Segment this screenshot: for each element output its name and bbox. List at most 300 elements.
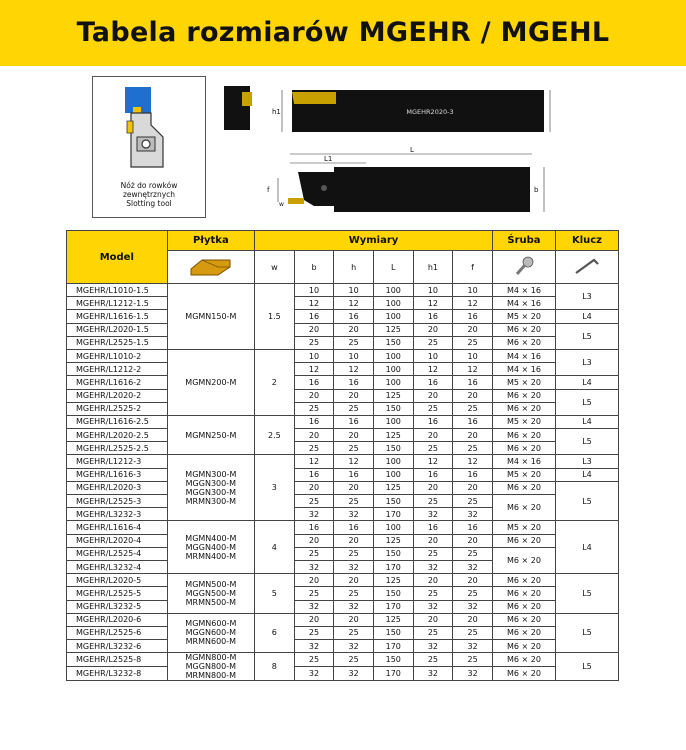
f-cell: 25 [453,495,493,508]
w-cell: 4 [255,521,295,574]
insert-header: Płytka [167,231,254,251]
h-cell: 32 [334,600,374,613]
screw-cell: M6 × 20 [492,336,555,349]
screw-cell: M4 × 16 [492,363,555,376]
table-row [67,297,619,310]
f-cell: 25 [453,626,493,639]
key-cell: L5 [555,481,618,521]
b-cell: 25 [294,653,334,667]
table-row [67,613,619,626]
h-cell: 20 [334,323,374,336]
table-row [67,284,619,297]
h-cell: 25 [334,442,374,455]
table-row [67,310,619,323]
b-cell: 25 [294,626,334,639]
table-row [67,376,619,389]
L-cell: 100 [373,468,413,481]
h1-cell: 20 [413,389,453,402]
insert-code: MGMN600-M [185,619,237,629]
b-cell: 25 [294,336,334,349]
model-cell: MGEHR/L3232-5 [67,600,168,613]
table-row [67,640,619,653]
insert-code: MRMN400-M [185,551,237,561]
model-cell: MGEHR/L3232-6 [67,640,168,653]
screw-cell: M6 × 20 [492,653,555,667]
screw-cell: M6 × 20 [492,626,555,639]
b-cell: 10 [294,284,334,297]
table-row [67,495,619,508]
L-cell: 100 [373,363,413,376]
h-cell: 25 [334,547,374,560]
screw-cell: M6 × 20 [492,495,555,521]
tool-top-view [298,167,530,212]
model-cell: MGEHR/L2525-3 [67,495,168,508]
dimensions-header: Wymiary [255,231,493,251]
table-row [67,547,619,560]
screw-cell: M6 × 20 [492,574,555,587]
L-cell: 100 [373,284,413,297]
subheader-w: w [255,251,295,284]
caption-line: Slotting tool [126,199,172,208]
b-cell: 12 [294,297,334,310]
h-cell: 16 [334,376,374,389]
L-cell: 150 [373,495,413,508]
b-cell: 16 [294,521,334,534]
b-cell: 32 [294,560,334,573]
f-cell: 25 [453,547,493,560]
model-cell: MGEHR/L2020-5 [67,574,168,587]
table-row [67,323,619,336]
f-cell: 16 [453,468,493,481]
screw-cell: M5 × 20 [492,468,555,481]
h-cell: 25 [334,626,374,639]
L-cell: 170 [373,667,413,681]
f-cell: 20 [453,389,493,402]
f-cell: 32 [453,640,493,653]
L-cell: 100 [373,376,413,389]
h1-cell: 10 [413,284,453,297]
insert-cell [167,653,254,681]
model-cell: MGEHR/L1212-3 [67,455,168,468]
model-cell: MGEHR/L2525-1.5 [67,336,168,349]
dim-w: w [279,201,284,208]
model-header: Model [67,231,168,284]
h-cell: 20 [334,481,374,494]
h-cell: 32 [334,560,374,573]
model-cell: MGEHR/L3232-4 [67,560,168,573]
screw-cell: M5 × 20 [492,415,555,428]
h1-cell: 20 [413,534,453,547]
hex-key-icon [572,255,602,277]
table-row [67,336,619,349]
table-row [67,481,619,494]
f-cell: 25 [453,336,493,349]
h1-cell: 16 [413,376,453,389]
table-row [67,626,619,639]
table-row [67,667,619,681]
screw-cell: M6 × 20 [492,429,555,442]
screw-cell: M6 × 20 [492,481,555,494]
key-header: Klucz [555,231,618,251]
table-row [67,574,619,587]
f-cell: 20 [453,481,493,494]
f-cell: 25 [453,442,493,455]
insert-cell [167,521,254,574]
screw-cell: M6 × 20 [492,442,555,455]
table-row [67,415,619,428]
screw-cell: M6 × 20 [492,389,555,402]
b-cell: 16 [294,468,334,481]
key-cell: L5 [555,323,618,349]
insert-code: MGMN500-M [185,579,237,589]
slotting-tool-panel [92,76,206,218]
f-cell: 32 [453,560,493,573]
insert-icon [188,255,234,277]
L-cell: 100 [373,310,413,323]
insert-code: MGGN800-M [185,662,236,672]
w-cell: 8 [255,653,295,681]
model-cell: MGEHR/L2525-5 [67,587,168,600]
L-cell: 150 [373,442,413,455]
b-cell: 25 [294,442,334,455]
subheader-b: b [294,251,334,284]
table-row [67,468,619,481]
table-row [67,429,619,442]
b-cell: 32 [294,667,334,681]
f-cell: 16 [453,376,493,389]
L-cell: 170 [373,600,413,613]
insert-code: MGMN800-M [185,653,237,663]
dim-b: b [534,186,539,194]
insert-code: MGMN250-M [185,430,237,440]
insert-code: MGGN300-M [185,487,236,497]
model-cell: MGEHR/L2020-1.5 [67,323,168,336]
h-cell: 32 [334,667,374,681]
b-cell: 20 [294,574,334,587]
b-cell: 25 [294,547,334,560]
h1-cell: 32 [413,600,453,613]
h-cell: 16 [334,521,374,534]
screw-cell: M5 × 20 [492,310,555,323]
h1-cell: 25 [413,402,453,415]
model-cell: MGEHR/L1212-2 [67,363,168,376]
model-cell: MGEHR/L1010-1.5 [67,284,168,297]
subheader-f: f [453,251,493,284]
h1-cell: 25 [413,547,453,560]
slotting-tool-caption [93,181,205,208]
L-cell: 125 [373,613,413,626]
h1-cell: 10 [413,349,453,362]
f-cell: 25 [453,402,493,415]
h-cell: 25 [334,495,374,508]
f-cell: 20 [453,323,493,336]
model-cell: MGEHR/L2020-2.5 [67,429,168,442]
L-cell: 100 [373,521,413,534]
f-cell: 10 [453,349,493,362]
insert-code: MGMN300-M [185,469,237,479]
model-cell: MGEHR/L1212-1.5 [67,297,168,310]
screw-cell: M6 × 20 [492,323,555,336]
b-cell: 12 [294,455,334,468]
h1-cell: 16 [413,415,453,428]
L-cell: 170 [373,508,413,521]
screw-cell: M6 × 20 [492,613,555,626]
h1-cell: 25 [413,587,453,600]
L-cell: 100 [373,349,413,362]
w-cell: 2 [255,349,295,415]
slotting-tool-icon [93,77,205,181]
insert-cell [167,415,254,455]
b-cell: 20 [294,534,334,547]
f-cell: 12 [453,455,493,468]
h-cell: 25 [334,587,374,600]
f-cell: 20 [453,534,493,547]
key-cell: L5 [555,613,618,653]
screw-icon [513,255,535,277]
table-row [67,455,619,468]
f-cell: 32 [453,508,493,521]
model-cell: MGEHR/L1616-4 [67,521,168,534]
h-cell: 20 [334,389,374,402]
L-cell: 170 [373,560,413,573]
screw-cell: M6 × 20 [492,547,555,573]
caption-line: Nóż do rowków [120,181,178,190]
title-banner [0,0,686,66]
subheader-h: h [334,251,374,284]
h-cell: 25 [334,336,374,349]
f-cell: 20 [453,429,493,442]
h1-cell: 32 [413,560,453,573]
page-title: Tabela rozmiarów MGEHR / MGEHL [76,17,610,48]
b-cell: 20 [294,429,334,442]
key-cell: L4 [555,415,618,428]
L-cell: 150 [373,587,413,600]
b-cell: 32 [294,640,334,653]
insert-cell [167,613,254,653]
L-cell: 125 [373,481,413,494]
key-cell: L5 [555,389,618,415]
insert-code: MRMN600-M [185,637,237,647]
table-row [67,349,619,362]
insert-code: MGMN400-M [185,533,237,543]
model-cell: MGEHR/L3232-8 [67,667,168,681]
b-cell: 25 [294,495,334,508]
h1-cell: 32 [413,667,453,681]
table-row [67,600,619,613]
subheader-L: L [373,251,413,284]
screw-cell: M6 × 20 [492,534,555,547]
key-cell: L5 [555,429,618,455]
screw-cell: M4 × 16 [492,455,555,468]
model-cell: MGEHR/L1616-2 [67,376,168,389]
h-cell: 16 [334,310,374,323]
w-cell: 1.5 [255,284,295,350]
model-cell: MGEHR/L1616-2.5 [67,415,168,428]
screw-cell: M6 × 20 [492,640,555,653]
screw-cell: M6 × 20 [492,667,555,681]
table-row [67,402,619,415]
w-cell: 6 [255,613,295,653]
L-cell: 125 [373,323,413,336]
insert-code: MRMN300-M [185,496,237,506]
model-cell: MGEHR/L2525-2 [67,402,168,415]
dim-L: L [410,146,414,154]
h-cell: 20 [334,534,374,547]
h-cell: 10 [334,284,374,297]
key-cell: L4 [555,521,618,574]
w-cell: 3 [255,455,295,521]
model-cell: MGEHR/L2020-3 [67,481,168,494]
f-cell: 12 [453,363,493,376]
dim-h: h [538,108,543,116]
L-cell: 125 [373,389,413,402]
b-cell: 32 [294,600,334,613]
L-cell: 100 [373,415,413,428]
b-cell: 20 [294,481,334,494]
f-cell: 20 [453,613,493,626]
L-cell: 150 [373,336,413,349]
f-cell: 25 [453,653,493,667]
table-row [67,653,619,667]
model-cell: MGEHR/L1616-1.5 [67,310,168,323]
f-cell: 10 [453,284,493,297]
h-cell: 20 [334,574,374,587]
insert-cell [167,284,254,350]
L-cell: 150 [373,402,413,415]
h-cell: 32 [334,640,374,653]
insert-code: MGGN500-M [185,588,236,598]
L-cell: 100 [373,455,413,468]
table-body [67,284,619,681]
table-row [67,442,619,455]
h-cell: 16 [334,415,374,428]
model-cell: MGEHR/L2525-4 [67,547,168,560]
model-cell: MGEHR/L2525-8 [67,653,168,667]
b-cell: 16 [294,415,334,428]
L-cell: 100 [373,297,413,310]
subheader-h1: h1 [413,251,453,284]
dim-h1: h1 [272,108,281,116]
h1-cell: 12 [413,455,453,468]
key-cell: L4 [555,376,618,389]
b-cell: 25 [294,587,334,600]
L-cell: 150 [373,653,413,667]
key-cell: L3 [555,349,618,375]
b-cell: 20 [294,613,334,626]
h-cell: 20 [334,429,374,442]
h1-cell: 20 [413,574,453,587]
w-cell: 5 [255,574,295,614]
insert-image [167,251,254,284]
h1-cell: 12 [413,297,453,310]
f-cell: 16 [453,310,493,323]
model-cell: MGEHR/L1010-2 [67,349,168,362]
screw-cell: M5 × 20 [492,376,555,389]
key-cell: L3 [555,284,618,310]
L-cell: 125 [373,534,413,547]
h-cell: 25 [334,653,374,667]
insert-cell [167,455,254,521]
caption-line: zewnętrznych [122,190,176,199]
L-cell: 150 [373,547,413,560]
h1-cell: 25 [413,495,453,508]
key-cell: L4 [555,468,618,481]
b-cell: 16 [294,310,334,323]
f-cell: 20 [453,574,493,587]
h-cell: 12 [334,455,374,468]
L-cell: 125 [373,429,413,442]
screw-cell: M5 × 20 [492,521,555,534]
b-cell: 12 [294,363,334,376]
b-cell: 10 [294,349,334,362]
dim-L1: L1 [324,155,333,163]
h1-cell: 25 [413,626,453,639]
tool-marking: MGEHR2020-3 [406,108,454,116]
screw-cell: M6 × 20 [492,587,555,600]
h1-cell: 25 [413,653,453,667]
screw-cell: M4 × 16 [492,349,555,362]
dim-f: f [267,186,270,194]
key-image [555,251,618,284]
insert-code: MGMN200-M [185,377,237,387]
insert-cell [167,574,254,614]
screw-image [492,251,555,284]
h1-cell: 20 [413,613,453,626]
b-cell: 25 [294,402,334,415]
h-cell: 12 [334,363,374,376]
model-cell: MGEHR/L2525-2.5 [67,442,168,455]
h-cell: 20 [334,613,374,626]
model-cell: MGEHR/L2020-2 [67,389,168,402]
w-cell: 2.5 [255,415,295,455]
h1-cell: 20 [413,323,453,336]
f-cell: 32 [453,667,493,681]
L-cell: 170 [373,640,413,653]
h1-cell: 20 [413,429,453,442]
key-cell: L5 [555,574,618,614]
screw-cell: M6 × 20 [492,402,555,415]
insert-code: MGGN600-M [185,628,236,638]
f-cell: 16 [453,415,493,428]
h-cell: 32 [334,508,374,521]
insert-code: MGMN150-M [185,311,237,321]
table-row [67,587,619,600]
key-cell: L3 [555,455,618,468]
screw-cell: M6 × 20 [492,600,555,613]
screw-cell: M4 × 16 [492,284,555,297]
f-cell: 25 [453,587,493,600]
h1-cell: 32 [413,640,453,653]
L-cell: 125 [373,574,413,587]
b-cell: 32 [294,508,334,521]
h1-cell: 32 [413,508,453,521]
h1-cell: 25 [413,442,453,455]
b-cell: 20 [294,323,334,336]
insert-code: MGGN400-M [185,542,236,552]
insert-cell [167,349,254,415]
key-cell: L4 [555,310,618,323]
table-row [67,389,619,402]
insert-code: MRMN500-M [185,597,237,607]
model-cell: MGEHR/L2525-6 [67,626,168,639]
model-cell: MGEHR/L2020-4 [67,534,168,547]
h1-cell: 20 [413,481,453,494]
screw-header: Śruba [492,231,555,251]
f-cell: 16 [453,521,493,534]
model-cell: MGEHR/L3232-3 [67,508,168,521]
b-cell: 16 [294,376,334,389]
table-row [67,363,619,376]
